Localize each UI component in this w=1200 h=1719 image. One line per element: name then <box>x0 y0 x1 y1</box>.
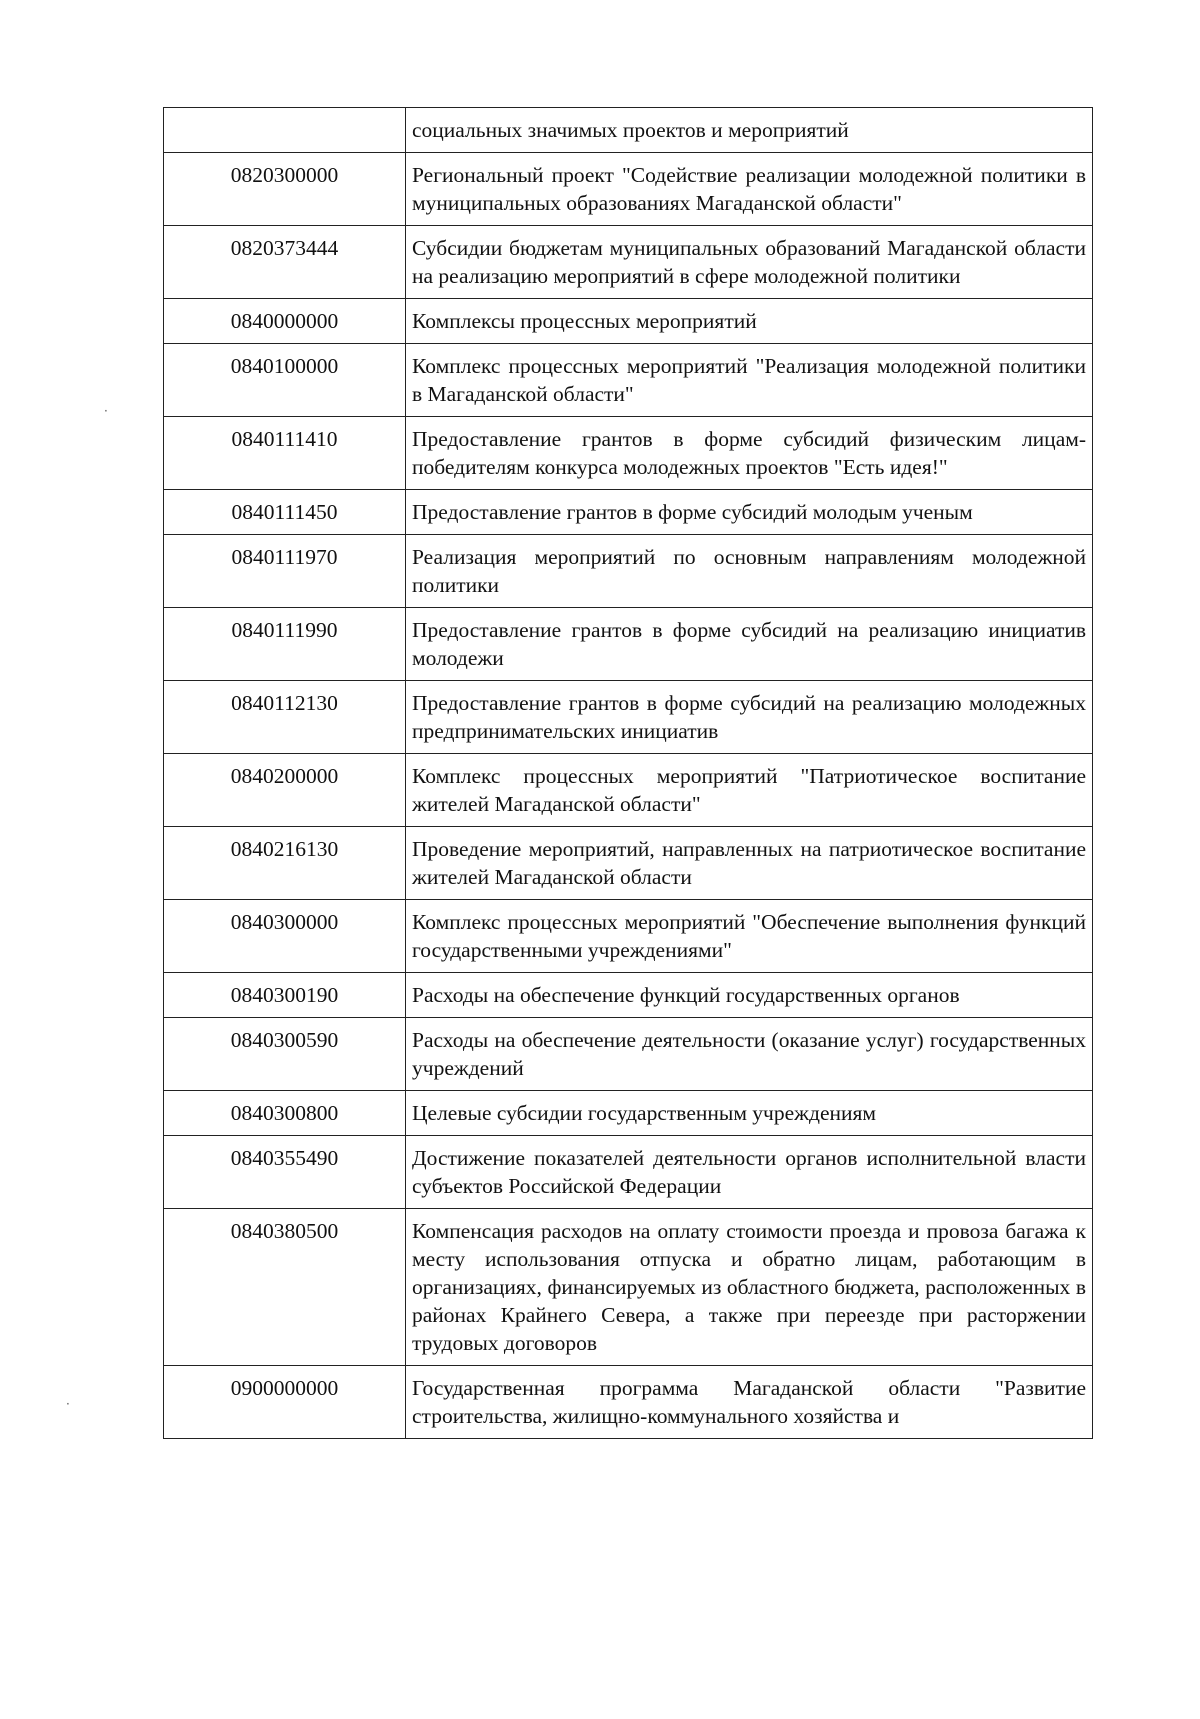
table-row <box>164 827 1093 900</box>
expense-name-cell: Расходы на обеспечение деятельности (оказание услуг) государственных учреждений <box>406 1018 1093 1091</box>
expense-name-cell: социальных значимых проектов и мероприятий <box>406 108 1093 153</box>
budget-code-cell: 0840300800 <box>164 1091 406 1136</box>
table-row <box>164 490 1093 535</box>
table-row <box>164 900 1093 973</box>
budget-code-cell: 0840355490 <box>164 1136 406 1209</box>
expense-name-cell: Предоставление грантов в форме субсидий на реализацию молодежных предпринимательских инициатив <box>406 681 1093 754</box>
expense-name-cell: Комплекс процессных мероприятий "Обеспечение выполнения функций государственными учреждениями" <box>406 900 1093 973</box>
table-row <box>164 108 1093 153</box>
budget-code-cell: 0840111410 <box>164 417 406 490</box>
budget-code-cell: 0820300000 <box>164 153 406 226</box>
expense-name-cell: Региональный проект "Содействие реализации молодежной политики в муниципальных образованиях Магаданской области" <box>406 153 1093 226</box>
scan-speck: · <box>66 1397 70 1411</box>
table-row <box>164 226 1093 299</box>
expense-name-cell: Целевые субсидии государственным учреждениям <box>406 1091 1093 1136</box>
table-row <box>164 1018 1093 1091</box>
expense-name-cell: Государственная программа Магаданской области "Развитие строительства, жилищно-коммунального хозяйства и <box>406 1366 1093 1439</box>
expense-name-cell: Субсидии бюджетам муниципальных образований Магаданской области на реализацию мероприятий в сфере молодежной политики <box>406 226 1093 299</box>
table-row <box>164 754 1093 827</box>
table-row <box>164 417 1093 490</box>
table-row <box>164 681 1093 754</box>
table-row <box>164 299 1093 344</box>
table-row <box>164 153 1093 226</box>
budget-code-cell: 0840100000 <box>164 344 406 417</box>
expense-name-cell: Реализация мероприятий по основным направлениям молодежной политики <box>406 535 1093 608</box>
budget-code-cell: 0840200000 <box>164 754 406 827</box>
expense-name-cell: Достижение показателей деятельности органов исполнительной власти субъектов Российской Федерации <box>406 1136 1093 1209</box>
expense-name-cell: Комплексы процессных мероприятий <box>406 299 1093 344</box>
table-row <box>164 1209 1093 1366</box>
table-row <box>164 608 1093 681</box>
budget-code-cell: 0900000000 <box>164 1366 406 1439</box>
budget-code-cell: 0840000000 <box>164 299 406 344</box>
budget-code-cell: 0840216130 <box>164 827 406 900</box>
table-row <box>164 535 1093 608</box>
budget-codes-table <box>163 107 1093 1439</box>
expense-name-cell: Проведение мероприятий, направленных на патриотическое воспитание жителей Магаданской области <box>406 827 1093 900</box>
expense-name-cell: Предоставление грантов в форме субсидий на реализацию инициатив молодежи <box>406 608 1093 681</box>
expense-name-cell: Компенсация расходов на оплату стоимости проезда и провоза багажа к месту использования отпуска и обратно лицам, работающим в организациях, финансируемых из областного бюджета, расположенных в районах Крайнего Севера, а также при переезде при расторжении трудовых договоров <box>406 1209 1093 1366</box>
expense-name-cell: Предоставление грантов в форме субсидий физическим лицам-победителям конкурса молодежных проектов "Есть идея!" <box>406 417 1093 490</box>
budget-code-cell: 0840111970 <box>164 535 406 608</box>
table-body <box>164 108 1093 1439</box>
expense-name-cell: Комплекс процессных мероприятий "Реализация молодежной политики в Магаданской области" <box>406 344 1093 417</box>
budget-code-cell: 0840111990 <box>164 608 406 681</box>
table-row <box>164 1091 1093 1136</box>
expense-name-cell: Комплекс процессных мероприятий "Патриотическое воспитание жителей Магаданской области" <box>406 754 1093 827</box>
budget-code-cell: 0840380500 <box>164 1209 406 1366</box>
table-row <box>164 1366 1093 1439</box>
budget-code-cell: 0840300190 <box>164 973 406 1018</box>
budget-code-cell: 0840300000 <box>164 900 406 973</box>
scan-speck: · <box>104 404 108 418</box>
budget-code-cell: 0840111450 <box>164 490 406 535</box>
budget-code-cell <box>164 108 406 153</box>
expense-name-cell: Расходы на обеспечение функций государственных органов <box>406 973 1093 1018</box>
expense-name-cell: Предоставление грантов в форме субсидий молодым ученым <box>406 490 1093 535</box>
budget-code-cell: 0840300590 <box>164 1018 406 1091</box>
budget-code-cell: 0840112130 <box>164 681 406 754</box>
table-row <box>164 344 1093 417</box>
budget-code-cell: 0820373444 <box>164 226 406 299</box>
table-row <box>164 1136 1093 1209</box>
table-row <box>164 973 1093 1018</box>
